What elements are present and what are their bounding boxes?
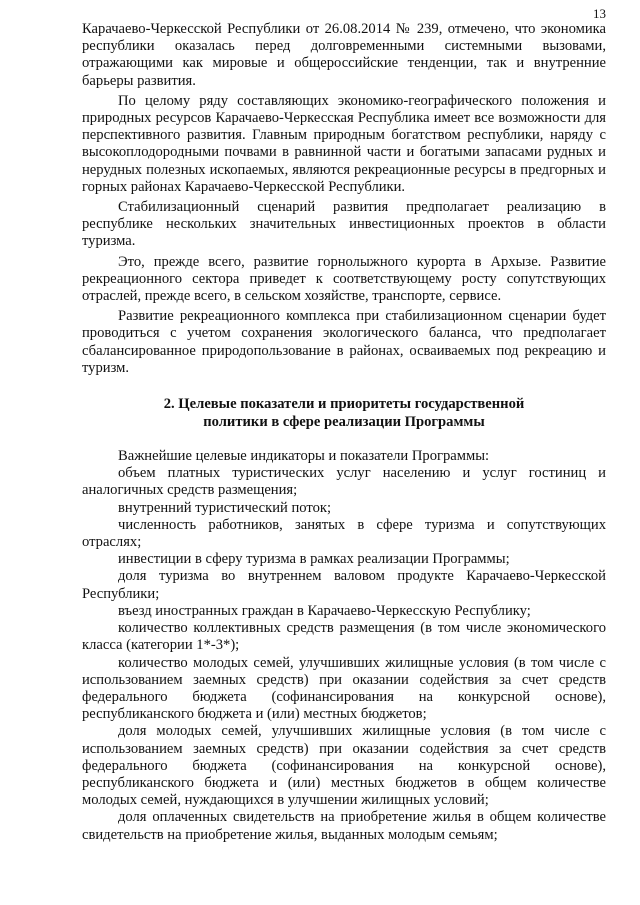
section-heading xyxy=(82,396,606,431)
indicator-item: доля туризма во внутреннем валовом продукте Карачаево-Черкесской Республики; xyxy=(82,568,606,602)
indicator-item: доля молодых семей, улучшивших жилищные условия (в том числе с использованием заемных средств) при оказании содействия за счет средств федерального бюджета (софинансирования на конкурсной основе), республиканского бюджета и (или) местных бюджетов в общем количестве молодых семей, нуждающихся в улучшении жилищных условий; xyxy=(82,723,606,809)
page-number: 13 xyxy=(593,6,606,21)
indicator-item: внутренний туристический поток; xyxy=(118,499,332,516)
paragraph-stabilization-scenario: Стабилизационный сценарий развития предполагает реализацию в республике нескольких значительных инвестиционных проектов в области туризма. xyxy=(82,199,606,250)
paragraph-natural-resources: По целому ряду составляющих экономико-географического положения и природных ресурсов Карачаево-Черкесская Республика имеет все возможности для перспективного развития. Главным природным богатством республики, наряду с высокоплодородными почвами в равнинной части и богатыми запасами рудных и нерудных полезных ископаемых, являются рекреационные ресурсы в предгорных и горных районах Карачаево-Черкесской Республики. xyxy=(82,92,606,195)
document-body xyxy=(82,21,606,844)
indicator-item: количество коллективных средств размещения (в том числе экономического класса (категории 1*-3*); xyxy=(82,620,606,654)
paragraph-arkhyz-resort: Это, прежде всего, развитие горнолыжного курорта в Архызе. Развитие рекреационного сектора приведет к соответствующему росту сопутствующих отраслей, прежде всего, в сельском хозяйстве, транспорте, сервисе. xyxy=(82,253,606,305)
indicator-item: количество молодых семей, улучшивших жилищные условия (в том числе с использованием заемных средств) при оказании содействия за счет средств федерального бюджета (софинансирования на конкурсной основе), республиканского бюджета и (или) местных бюджетов; xyxy=(82,654,606,723)
indicator-item: численность работников, занятых в сфере туризма и сопутствующих отраслях; xyxy=(82,516,606,551)
paragraph-continuation: Карачаево-Черкесской Республики от 26.08.2014 № 239, отмечено, что экономика республики оказалась перед долговременными системными вызовами, отражающими как мировые и общероссийские тенденции, так и внутренние барьеры развития. xyxy=(82,21,606,89)
section-heading-line-1: 2. Целевые показатели и приоритеты государственной xyxy=(163,396,525,413)
indicator-item: объем платных туристических услуг населению и услуг гостиниц и аналогичных средств размещения; xyxy=(82,465,606,499)
section-heading-line-2: политики в сфере реализации Программы xyxy=(203,413,485,430)
paragraph-ecological-balance: Развитие рекреационного комплекса при стабилизационном сценарии будет проводиться с учетом сохранения экологического баланса, что предполагает сбалансированное природопользование в районах, осваиваемых под рекреацию и туризм. xyxy=(82,308,606,376)
indicators-intro: Важнейшие целевые индикаторы и показатели Программы: xyxy=(118,448,490,465)
indicator-item: доля оплаченных свидетельств на приобретение жилья в общем количестве свидетельств на приобретение жилья, выданных молодым семьям; xyxy=(82,809,606,843)
indicator-item: инвестиции в сферу туризма в рамках реализации Программы; xyxy=(118,551,510,568)
indicator-item: въезд иностранных граждан в Карачаево-Черкесскую Республику; xyxy=(118,602,531,619)
